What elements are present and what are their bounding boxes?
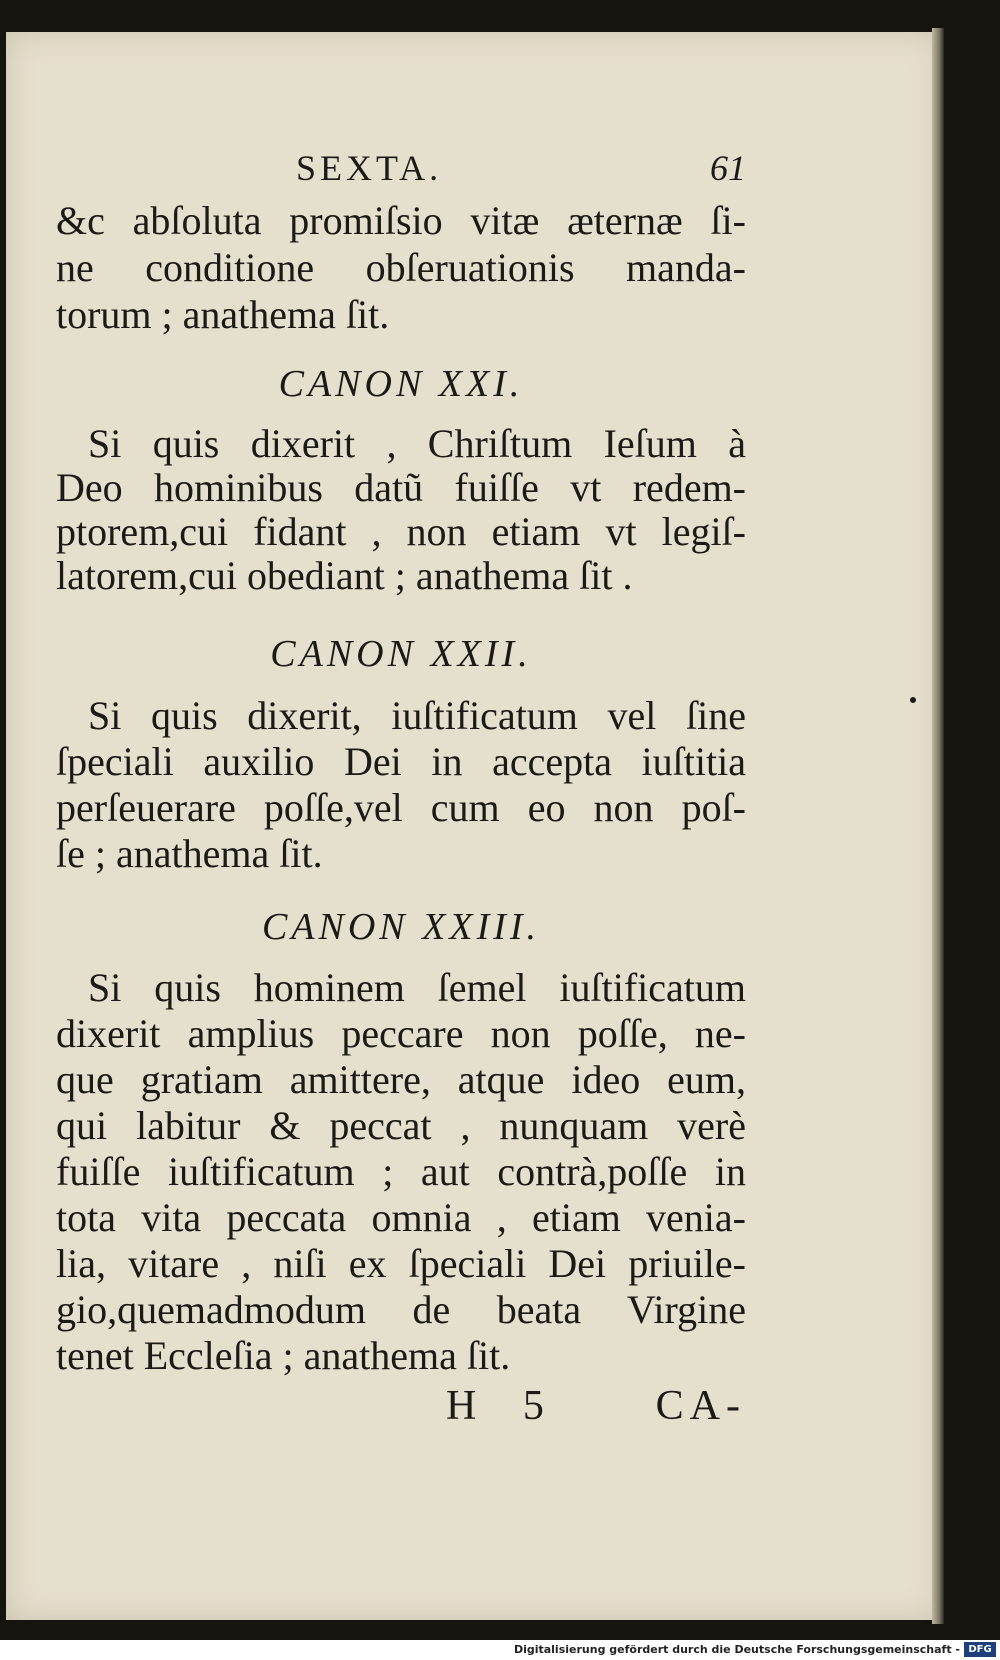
text-line: fuiſſe iuſtificatum ; aut contrà,poſſe in <box>56 1149 746 1194</box>
text-line: Deo hominibus datũ fuiſſe vt redem- <box>56 465 746 510</box>
text-line: tota vita peccata omnia , etiam venia- <box>56 1195 746 1240</box>
text-line: torum ; anathema ſit. <box>56 292 390 337</box>
text-line: qui labitur & peccat , nunquam verè <box>56 1103 746 1148</box>
text-line: Si quis dixerit , Chriſtum Ieſum à <box>88 421 746 466</box>
text-line: ptorem,cui fidant , non etiam vt legiſ- <box>56 509 746 554</box>
page-foot <box>56 1382 746 1432</box>
text-line: &c abſoluta promiſsio vitæ æternæ ſi- <box>56 198 746 243</box>
dfg-logo: DFG <box>964 1642 996 1657</box>
canon-heading: CANON XXI. <box>278 363 524 405</box>
ink-speck <box>910 697 916 703</box>
canon-heading: CANON XXIII. <box>261 906 541 948</box>
digitization-footer <box>0 1640 1000 1660</box>
signature-mark: H 5 <box>446 1383 562 1429</box>
text-line: lia, vitare , niſi ex ſpeciali Dei priuile- <box>56 1241 746 1286</box>
text-line: ſe ; anathema ſit. <box>56 831 323 876</box>
canon-heading: CANON XXII. <box>270 633 532 675</box>
text-line: perſeuerare poſſe,vel cum eo non poſ- <box>56 785 746 830</box>
text-line: ne conditione obſeruationis manda- <box>56 245 746 290</box>
text-line: gio,quemadmodum de beata Virgine <box>56 1287 746 1332</box>
text-line: que gratiam amittere, atque ideo eum, <box>56 1057 746 1102</box>
page-number: 61 <box>710 148 746 188</box>
running-head: SEXTA. <box>296 148 443 188</box>
book-page <box>6 32 942 1620</box>
text-line: Si quis dixerit, iuſtificatum vel ſine <box>88 693 746 738</box>
page-header <box>56 147 746 195</box>
text-line: ſpeciali auxilio Dei in accepta iuſtitia <box>56 739 746 784</box>
funding-credit: Digitalisierung gefördert durch die Deutsche Forschungsgemeinschaft - <box>513 1643 960 1656</box>
page-edge <box>932 28 944 1624</box>
catchword: CA- <box>655 1383 746 1429</box>
text-line: latorem,cui obediant ; anathema ſit . <box>56 553 633 598</box>
text-line: tenet Eccleſia ; anathema ſit. <box>56 1333 511 1378</box>
text-line: Si quis hominem ſemel iuſtificatum <box>88 965 746 1010</box>
text-line: dixerit amplius peccare non poſſe, ne- <box>56 1011 746 1056</box>
